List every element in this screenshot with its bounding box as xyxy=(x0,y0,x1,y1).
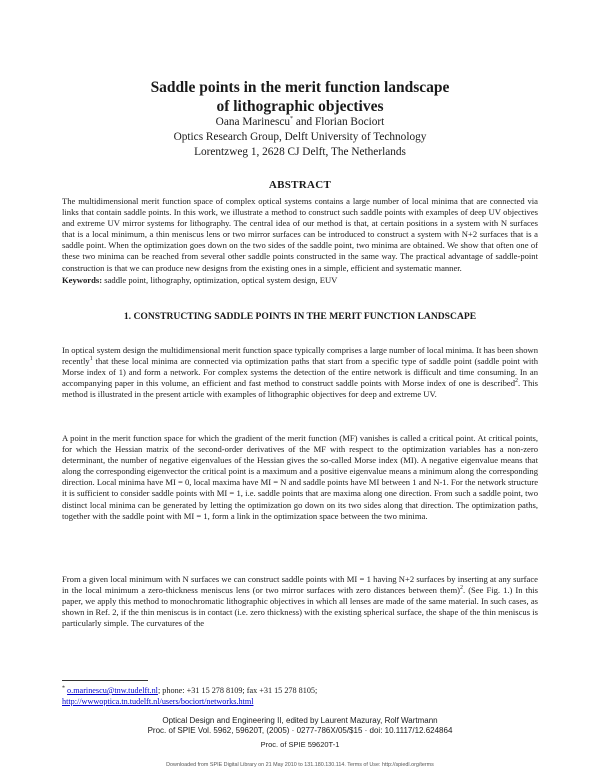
abstract-text: The multidimensional merit function space of complex optical systems contains a large number of local minima that are connected via links that contain saddle points. In this work, we illustrate a method to construct such saddle points with examples of deep UV objectives and extreme UV mirror systems for lithography. The central idea of our method is that, at certain positions in a system with N surfaces that is a local minimum, a thin meniscus lens or two mirror surfaces can be introduced to construct a system with N+2 surfaces that is a saddle point. When the optimization goes down on the two sides of the saddle point, two minima are obtained. We show that often one of these two minima can be reached from several other saddle points constructed in the same way. The practical advantage of saddle-point construction is that we can produce new designs from the existing ones in a simple, efficient and systematic manner. xyxy=(62,196,538,273)
website-link[interactable]: http://wwwoptica.tn.tudelft.nl/users/bociort/networks.html xyxy=(62,697,254,706)
paper-title xyxy=(0,78,600,116)
p1-text-a: In optical system design the multidimensional merit function space typically comprises a large number of local minima. It has been shown recently xyxy=(62,345,538,367)
p3-text-b: . (See Fig. 1.) In this paper, we apply this method to monochromatic lithographic objectives in which all lenses are made of the same material. In such cases, as shown in Ref. 2, if the thin meniscus is in contact (i.e. zero thickness) with the existing spherical surface, the shape of the thin meniscus is particularly simple. The curvatures of the xyxy=(62,585,539,629)
keywords-label: Keywords: xyxy=(62,275,103,285)
publication-info xyxy=(0,716,600,735)
page-number: Proc. of SPIE 59620T-1 xyxy=(260,740,340,749)
author-names xyxy=(0,115,600,130)
footnote-divider xyxy=(62,680,148,681)
title-line-1: Saddle points in the merit function landscape xyxy=(150,79,450,96)
footnote-contact xyxy=(62,685,538,696)
reference-2: 2 xyxy=(515,378,519,385)
footnote xyxy=(62,685,538,707)
author-2: and Florian Bociort xyxy=(293,116,385,128)
reference-1: 1 xyxy=(89,356,93,363)
keywords xyxy=(62,275,538,285)
email-link[interactable]: o.marinescu@tnw.tudelft.nl xyxy=(67,686,158,695)
section-heading: 1. CONSTRUCTING SADDLE POINTS IN THE MERIT FUNCTION LANDSCAPE xyxy=(123,311,477,322)
publication-line-1: Optical Design and Engineering II, edited by Laurent Mazuray, Rolf Wartmann xyxy=(162,716,438,725)
p1-text-b: that these local minima are connected via optimization paths that start from a specific type of saddle point (saddle point with Morse index of 1) and form a network. For complex systems the detection of the entire network is difficult and time consuming. In an accompanying paper in this volume, an efficient and fast method to construct saddle points with Morse index of one is described xyxy=(62,356,538,389)
reference-2b: 2 xyxy=(460,585,464,592)
keywords-text: saddle point, lithography, optimization, optical system design, EUV xyxy=(102,275,338,285)
author-block xyxy=(0,115,600,160)
title-line-2: of lithographic objectives xyxy=(216,98,384,115)
download-notice: Downloaded from SPIE Digital Library on 21 May 2010 to 131.180.130.114. Terms of Use: http://spiedl.org/terms xyxy=(166,762,434,768)
p1-text-c: . This method is illustrated in the present article with examples of lithographic objectives for deep and extreme UV. xyxy=(62,378,538,400)
author-1: Oana Marinescu xyxy=(215,116,291,128)
paragraph-2: A point in the merit function space for which the gradient of the merit function (MF) vanishes is called a critical point. At critical points, for which the Hessian matrix of the second-order derivatives of the MF with respect to the optimization variables has a non-zero determinant, the number of negative eigenvalues of the Hessian gives the so-called Morse index (MI). A negative eigenvalue means that along the corresponding eigenvector the critical point is a maximum and a positive eigenvalue means a minimum along the corresponding direction. Local minima have MI = 0, local maxima have MI = N and saddle points have MI between 1 and N-1. For the network structure it is sufficient to consider saddle points with MI = 1, i.e. saddle points that are maxima along one direction. From such a saddle point, two distinct local minima can be generated by letting the optimization go down on its two sides along that direction. The optimization paths, together with the saddle point with MI = 1, form a link in the optimization space between the two minima. xyxy=(62,433,539,521)
p3-text-a: From a given local minimum with N surfaces we can construct saddle points with MI = 1 having N+2 surfaces by inserting at any surface in the local minimum a zero-thickness meniscus lens (or two mirror surfaces with zero distances between them) xyxy=(62,574,538,596)
address: Lorentzweg 1, 2628 CJ Delft, The Netherlands xyxy=(194,146,406,158)
footnote-phone: ; phone: +31 15 278 8109; fax +31 15 278 8105; xyxy=(157,686,318,695)
footnote-mark: * xyxy=(62,685,65,692)
paragraph-3 xyxy=(62,574,538,629)
paragraph-1 xyxy=(62,345,538,400)
author-footnote-mark: * xyxy=(290,116,294,123)
affiliation: Optics Research Group, Delft University of Technology xyxy=(173,131,427,143)
abstract-heading: ABSTRACT xyxy=(268,179,332,191)
publication-line-2: Proc. of SPIE Vol. 5962, 59620T, (2005) · 0277-786X/05/$15 · doi: 10.1117/12.624864 xyxy=(147,725,453,735)
